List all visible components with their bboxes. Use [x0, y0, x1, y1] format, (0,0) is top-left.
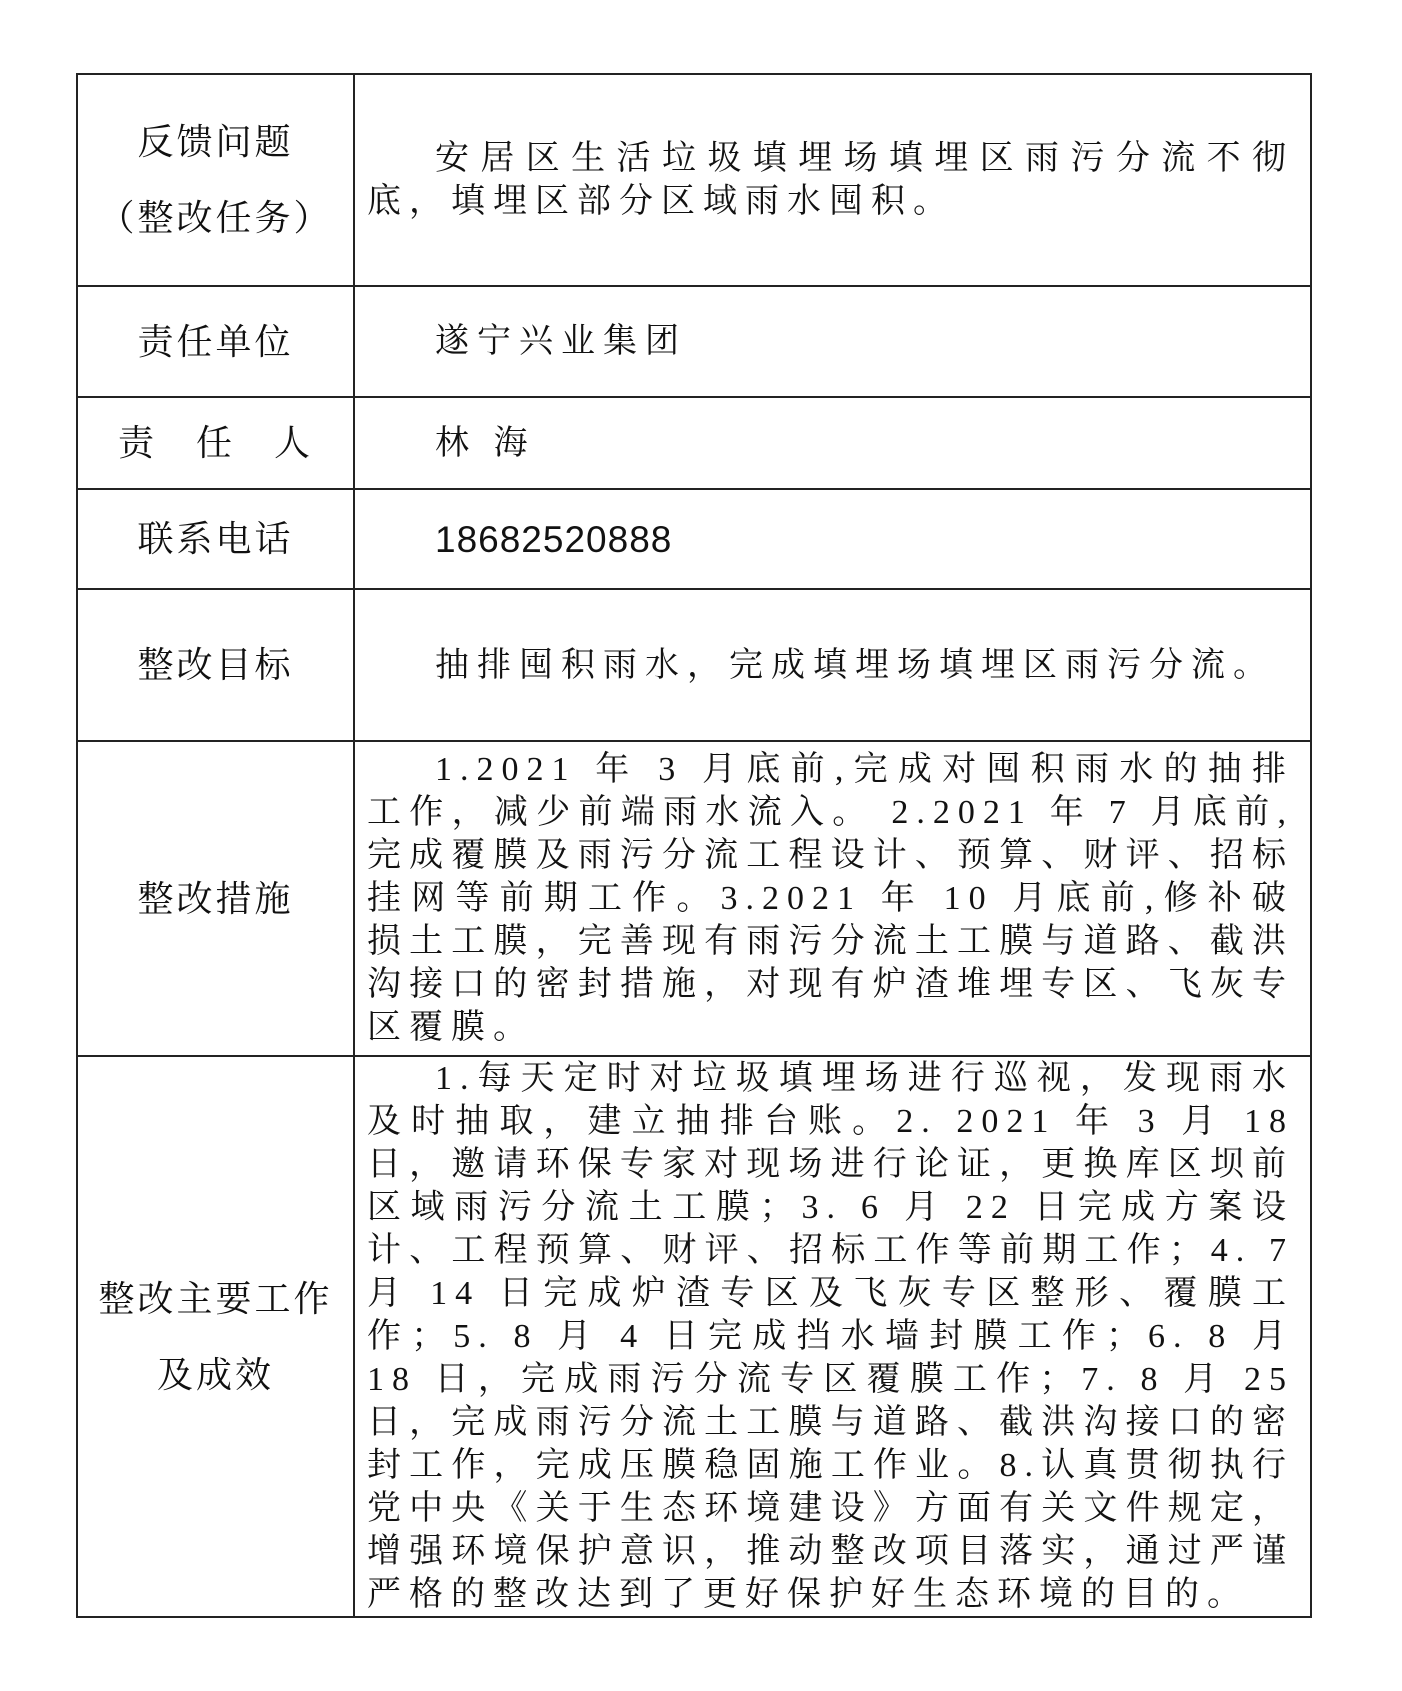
row-value-cell-main-work-results	[355, 1057, 1310, 1616]
row-label-cell-feedback-problem	[78, 75, 355, 287]
row-value-text: 1.每天定时对垃圾填埋场进行巡视，发现雨水及时抽取，建立抽排台账。2. 2021 年 3 月 18 日，邀请环保专家对现场进行论证，更换库区坝前区域雨污分流土工膜；3. 6 月 22 日完成方案设计、工程预算、财评、招标工作等前期工作；4. 7 月 14 日完成炉渣专区及飞灰专区整形、覆膜工作；5. 8 月 4 日完成挡水墙封膜工作；6. 8 月 18 日，完成雨污分流专区覆膜工作；7. 8 月 25 日，完成雨污分流土工膜与道路、截洪沟接口的密封工作，完成压膜稳固施工作业。8.认真贯彻执行党中央《关于生态环境建设》方面有关文件规定，增强环境保护意识，推动整改项目落实，通过严谨严格的整改达到了更好保护好生态环境的目的。	[367, 1060, 1294, 1613]
row-label-line: 责 任 人	[117, 423, 313, 463]
row-label-line: 整改目标	[137, 645, 294, 685]
row-value-cell-feedback-problem	[355, 75, 1310, 287]
row-value-text: 安居区生活垃圾填埋场填埋区雨污分流不彻底，填埋区部分区域雨水囤积。	[367, 140, 1294, 220]
row-value-text: 1.2021 年 3 月底前,完成对囤积雨水的抽排工作，减少前端雨水流入。 2.2021 年 7 月底前,完成覆膜及雨污分流工程设计、预算、财评、招标挂网等前期工作。3.2021 年 10 月底前,修补破损土工膜，完善现有雨污分流土工膜与道路、截洪沟接口的密封措施，对现有炉渣堆埋专区、飞灰专区覆膜。	[367, 751, 1294, 1046]
phone-number: 18682520888	[435, 518, 673, 560]
row-value-text: 遂宁兴业集团	[435, 323, 687, 360]
rectification-table	[76, 73, 1312, 1618]
row-label-line: 整改主要工作	[98, 1278, 333, 1319]
row-value-cell-rectification-measures	[355, 742, 1310, 1057]
row-label-line: 责任单位	[137, 321, 294, 362]
row-label-cell-responsible-person	[78, 398, 355, 490]
row-value-cell-responsible-person	[355, 398, 1310, 490]
row-label-line: （整改任务）	[98, 198, 333, 238]
row-value-text: 抽排囤积雨水，完成填埋场填埋区雨污分流。	[435, 646, 1275, 684]
row-label-cell-rectification-measures	[78, 742, 355, 1057]
row-label-line: 整改措施	[137, 878, 294, 919]
row-label-cell-main-work-results	[78, 1057, 355, 1616]
row-value-text: 林 海	[435, 424, 536, 462]
row-label-cell-responsible-unit	[78, 287, 355, 398]
row-label-cell-contact-phone	[78, 490, 355, 590]
row-label-line: 联系电话	[137, 519, 294, 559]
row-label-line: 反馈问题	[137, 122, 294, 162]
row-value-cell-responsible-unit	[355, 287, 1310, 398]
row-value-cell-contact-phone	[355, 490, 1310, 590]
row-label-line: 及成效	[156, 1354, 274, 1395]
row-value-cell-rectification-goal	[355, 590, 1310, 742]
row-label-cell-rectification-goal	[78, 590, 355, 742]
